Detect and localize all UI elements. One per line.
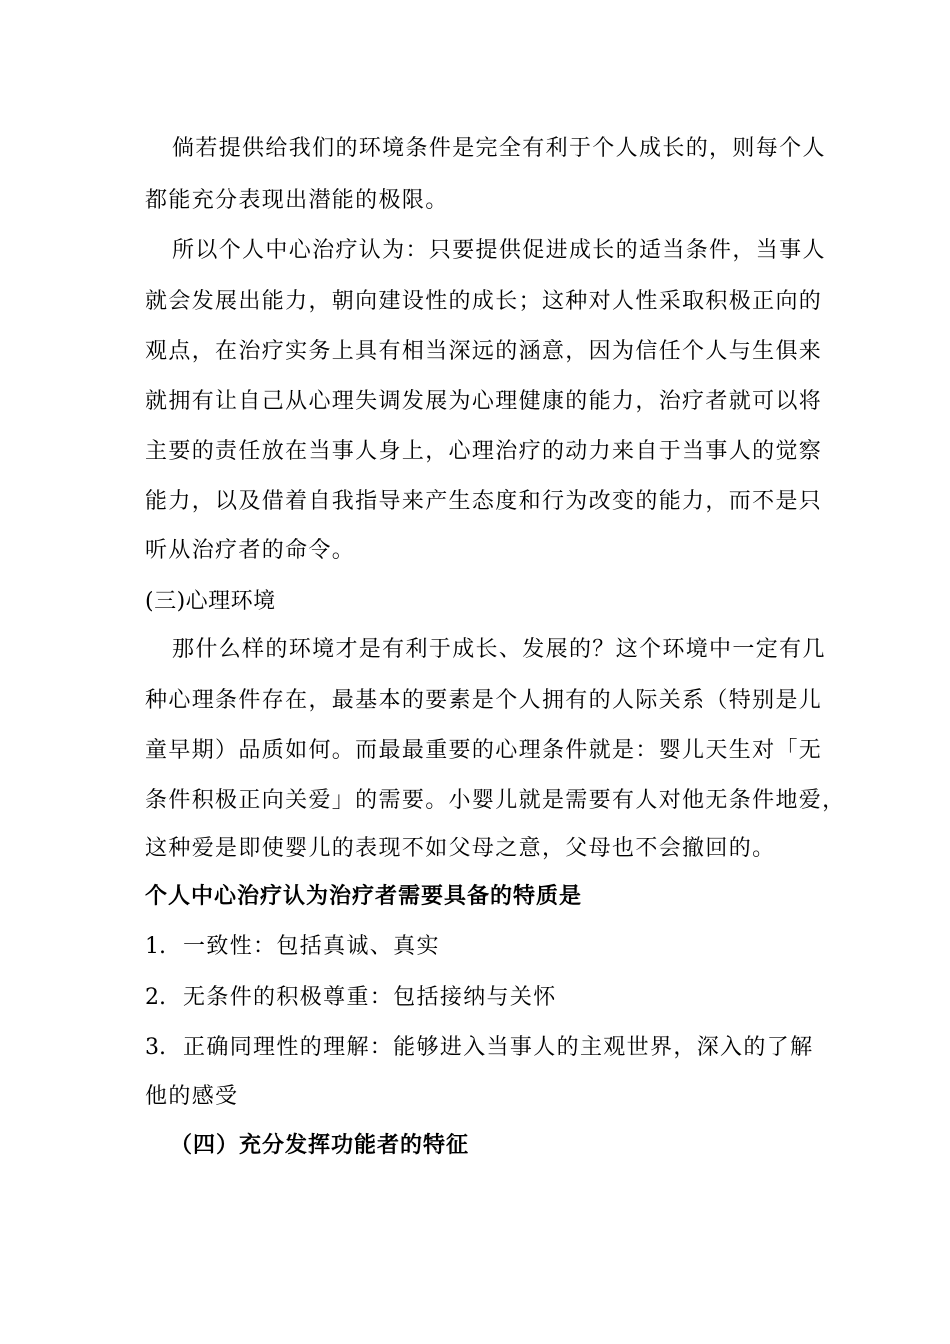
paragraph-1-line-1: 倘若提供给我们的环境条件是完全有利于个人成长的，则每个人 — [172, 136, 826, 161]
paragraph-3-line-4: 条件积极正向关爱」的需要。小婴儿就是需要有人对他无条件地爱， — [145, 788, 846, 813]
quality-item-1-text: 一致性：包括真诚、真实 — [183, 934, 440, 959]
quality-item-2-text: 无条件的积极尊重：包括接纳与关怀 — [183, 985, 557, 1010]
paragraph-3-line-5: 这种爱是即使婴儿的表现不如父母之意，父母也不会撤回的。 — [145, 836, 776, 861]
paragraph-2-line-6: 能力，以及借着自我指导来产生态度和行为改变的能力，而不是只 — [145, 489, 823, 514]
quality-item-3-number: 3. — [145, 1035, 166, 1060]
paragraph-3-line-2: 种心理条件存在，最基本的要素是个人拥有的人际关系（特别是儿 — [145, 688, 823, 713]
paragraph-3-line-1: 那什么样的环境才是有利于成长、发展的？这个环境中一定有几 — [172, 637, 826, 662]
paragraph-1-line-2: 都能充分表现出潜能的极限。 — [145, 188, 449, 213]
paragraph-2-line-7: 听从治疗者的命令。 — [145, 538, 356, 563]
paragraph-2-line-5: 主要的责任放在当事人身上，心理治疗的动力来自于当事人的觉察 — [145, 439, 823, 464]
paragraph-3-line-3: 童早期）品质如何。而最最重要的心理条件就是：婴儿天生对「无 — [145, 738, 823, 763]
quality-item-3-text: 正确同理性的理解：能够进入当事人的主观世界，深入的了解 — [183, 1035, 814, 1060]
quality-item-2-number: 2. — [145, 985, 166, 1010]
quality-item-2 — [145, 983, 557, 1013]
paragraph-2-line-1: 所以个人中心治疗认为：只要提供促进成长的适当条件，当事人 — [172, 238, 826, 263]
paragraph-2-line-2: 就会发展出能力，朝向建设性的成长；这种对人性采取积极正向的 — [145, 289, 823, 314]
quality-item-3-continuation: 他的感受 — [145, 1084, 239, 1109]
quality-item-1-number: 1. — [145, 934, 166, 959]
section-3-title: (三)心理环境 — [145, 589, 276, 614]
quality-item-1 — [145, 932, 440, 962]
paragraph-2-line-4: 就拥有让自己从心理失调发展为心理健康的能力，治疗者就可以将 — [145, 389, 823, 414]
section-4-title: （四）充分发挥功能者的特征 — [170, 1133, 470, 1158]
qualities-heading: 个人中心治疗认为治疗者需要具备的特质是 — [145, 884, 583, 909]
quality-item-3 — [145, 1033, 813, 1063]
paragraph-2-line-3: 观点，在治疗实务上具有相当深远的涵意，因为信任个人与生俱来 — [145, 339, 823, 364]
